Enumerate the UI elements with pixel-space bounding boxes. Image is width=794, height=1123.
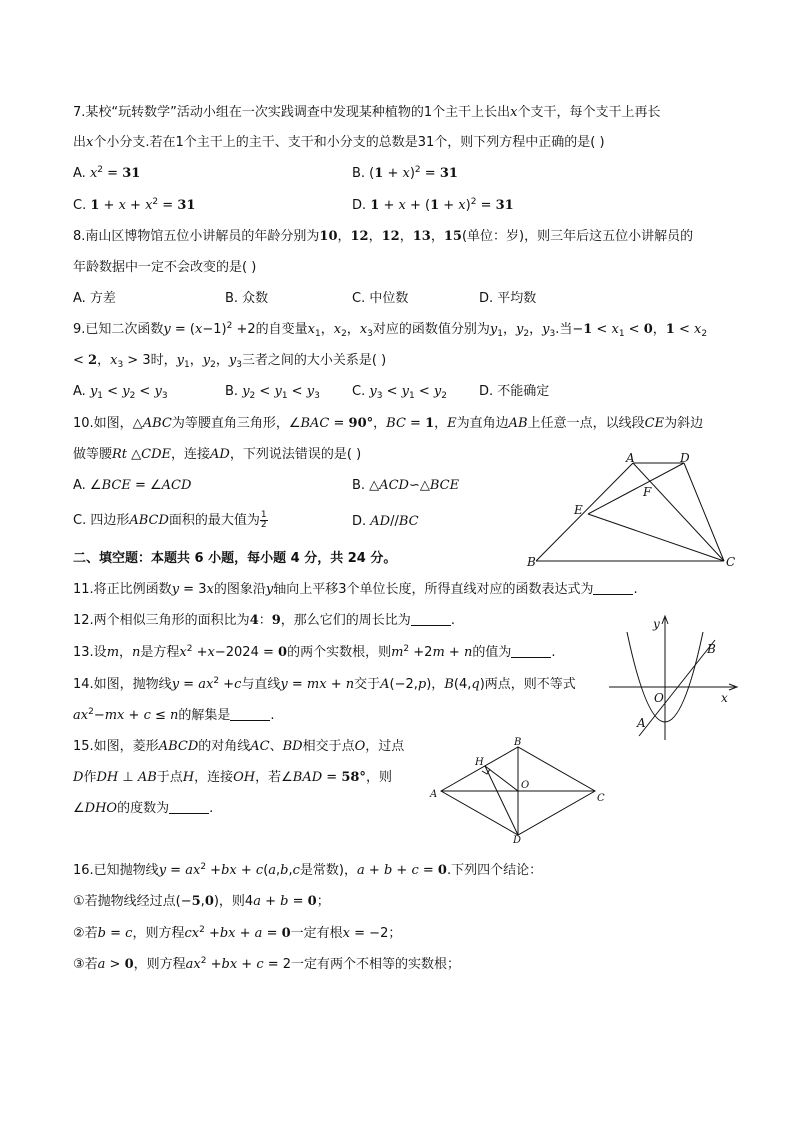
q16-conclusion-3: ③若a > 0，则方程$ax^2 +bx + c = 2$一定有两个不相等的实数根； [73, 956, 461, 972]
label-a: A [637, 716, 646, 730]
q14-line2: $ax^2-mx + c \le n$的解集是 . [73, 707, 275, 723]
q15-line1: 15.如图，菱形ABCD的对角线AC、BD相交于点O，过点 [73, 739, 405, 754]
label-c: C [726, 555, 736, 569]
label-e: E [574, 503, 583, 517]
q12: 12.两个相似三角形的面积比为4：9，那么它们的周长比为 . [73, 613, 455, 628]
section-2-heading: 二、填空题：本题共 6 小题，每小题 4 分，共 24 分。 [73, 551, 397, 566]
q13: 13.设m，n是方程$x^2 +x-2024 = 0$的两个实数根，则$m^2 +2m + n$的值为 . [73, 644, 556, 660]
q10-figure [522, 450, 747, 572]
q9-option-c: C. $y_3 < y_1 < y_2$ [352, 384, 447, 401]
label-b: B [707, 642, 716, 656]
q7-option-a: A. $x^2 = 31$ [73, 165, 141, 181]
q14-line1: 14.如图，抛物线$y = ax^2 +c$与直线y = mx + n交于A(−2,p)，B(4,q)两点，则不等式 [73, 676, 576, 692]
q7-line2: 出x个小分支.若在1个主干上的主干、支干和小分支的总数是31个，则下列方程中正确的是( ) [73, 135, 605, 150]
q7-option-d: D. $1 + x + (1 + x)^2 = 31$ [352, 197, 514, 213]
q15-figure [425, 735, 615, 845]
label-a: A [626, 451, 635, 465]
label-d: D [513, 835, 522, 845]
q10-option-c: C. 四边形ABCD面积的最大值为 $\frac{1}{2}$ [73, 510, 267, 530]
q10-option-a: A. ∠BCE = ∠ACD [73, 478, 192, 493]
q7-option-c: C. $1 + x + x^2 = 31$ [73, 197, 196, 213]
q16-line1: 16.已知抛物线$y = ax^2 +bx + c(a,b,c$是常数)，a + b + c = 0.下列四个结论： [73, 862, 543, 878]
q8-option-a: A. 方差 [73, 291, 116, 306]
q10-option-d: D. AD//BC [352, 514, 419, 529]
label-o: O [654, 691, 664, 705]
segment-ac [633, 463, 724, 561]
q15-line3: ∠DHO的度数为 . [73, 801, 214, 816]
segment-ab [536, 463, 633, 561]
q7-line1: 7.某校“玩转数学”活动小组在一次实践调查中发现某种植物的1个主干上长出x个支干，每个支干上再长 [73, 105, 661, 120]
segment-dh [485, 766, 518, 835]
q10-line2: 做等腰Rt △CDE，连接AD，下列说法错误的是( ) [73, 447, 362, 462]
q16-conclusion-1: ①若抛物线经过点(−5,0)，则4a + b = 0； [73, 894, 330, 909]
label-d: D [680, 451, 690, 465]
segment-dc [684, 463, 724, 561]
q8-line2: 年龄数据中一定不会改变的是( ) [73, 260, 257, 275]
label-c: C [597, 793, 605, 804]
q9-line2: < 2，$x_3 > 3$时，$y_1$，$y_2$，$y_3$三者之间的大小关系是( ) [73, 353, 387, 370]
q9-option-a: A. $y_1 < y_2 < y_3$ [73, 384, 168, 401]
q14-figure [605, 612, 745, 744]
q7-option-b: B. $(1 + x)^2 = 31$ [352, 165, 458, 181]
segment-de [588, 463, 684, 514]
q8-line1: 8.南山区博物馆五位小讲解员的年龄分别为10，12，12，13，15(单位：岁)，则三年后这五位小讲解员的 [73, 229, 694, 244]
line-ab [639, 640, 715, 736]
label-b: B [514, 737, 522, 748]
label-h: H [475, 757, 484, 768]
q15-line2: D作DH ⊥ AB于点H，连接OH，若∠BAD = 58°，则 [73, 770, 392, 785]
q10-line1: 10.如图，△ABC为等腰直角三角形，∠BAC = 90°，BC = 1，E为直角边AB上任意一点，以线段CE为斜边 [73, 416, 704, 431]
label-x: x [721, 691, 728, 705]
label-a: A [430, 789, 438, 800]
q8-option-d: D. 平均数 [479, 291, 537, 306]
q9-line1: 9.已知二次函数$y = (x-1)^2 +2$的自变量$x_1$，$x_2$，$x_3$对应的函数值分别为$y_1$，$y_2$，$y_3$.当$-1 < x_1 < 0$，$1 < x_2$ [73, 321, 708, 339]
label-y: y [653, 617, 660, 631]
q11: 11.将正比例函数y = 3x的图象沿y轴向上平移3个单位长度，所得直线对应的函数表达式为 . [73, 582, 638, 597]
q9-option-b: B. $y_2 < y_1 < y_3$ [225, 384, 320, 401]
q10-option-b: B. △ACD∽△BCE [352, 478, 460, 493]
label-b: B [527, 555, 536, 569]
q9-option-d: D. 不能确定 [479, 384, 550, 399]
q8-option-c: C. 中位数 [352, 291, 409, 306]
label-o: O [521, 780, 530, 791]
q8-option-b: B. 众数 [225, 291, 269, 306]
q16-conclusion-2: ②若b = c，则方程$cx^2 +bx + a = 0$一定有根x = −2； [73, 925, 402, 941]
label-f: F [643, 485, 652, 499]
segment-ec [588, 514, 724, 561]
